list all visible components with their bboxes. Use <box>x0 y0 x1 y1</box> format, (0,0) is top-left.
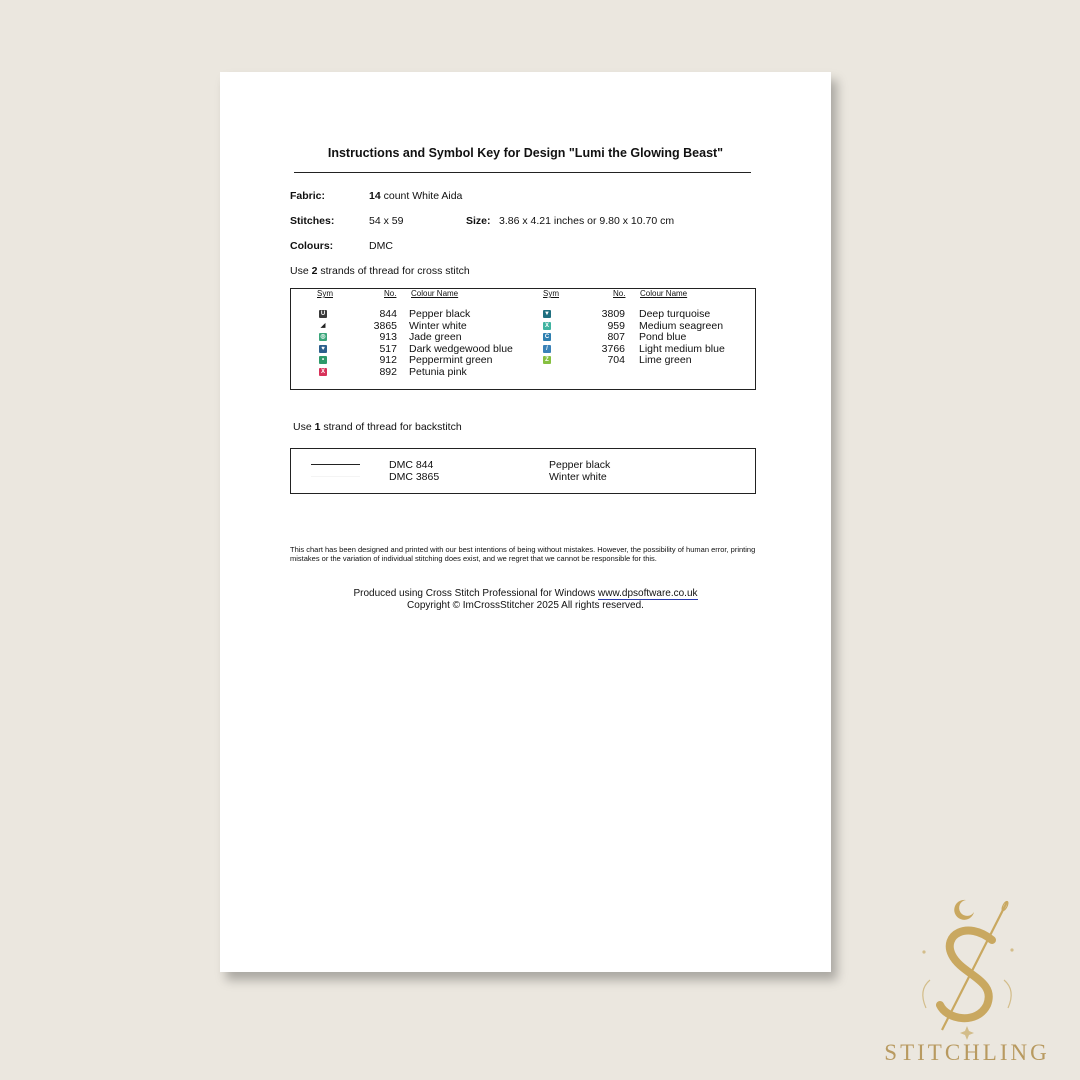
key-right-colour-name-1: Medium seagreen <box>639 319 724 332</box>
back-strand-count: 1 <box>314 421 321 433</box>
produced-note <box>220 588 831 612</box>
fabric-count: 14 <box>369 190 381 202</box>
key-left-colour-name-2: Jade green <box>409 331 462 344</box>
colour-name-header-right: Colour Name <box>640 289 688 298</box>
copyright-line: Copyright © ImCrossStitcher 2025 All rights reserved. <box>407 600 644 611</box>
stitches-value: 54 x 59 <box>369 215 404 227</box>
sym-header-right: Sym <box>543 289 559 298</box>
back-instruction-prefix: Use <box>293 421 315 433</box>
key-right-number-1: 959 <box>607 319 625 332</box>
key-left-number-1: 3865 <box>373 319 397 332</box>
backstitch-code-1: DMC 3865 <box>389 470 440 483</box>
cross-instruction-suffix: strands of thread for cross stitch <box>317 265 470 277</box>
key-right-symbol-2: C <box>544 334 550 341</box>
key-left-symbol-1: ◢ <box>320 322 326 329</box>
fabric-description: count White Aida <box>380 190 463 202</box>
needle-s-monogram-icon <box>872 880 1062 1040</box>
stitchling-logo <box>872 880 1062 1070</box>
backstitch-key-box <box>290 448 756 494</box>
document-title: Instructions and Symbol Key for Design "Lumi the Glowing Beast" <box>327 146 724 160</box>
key-left-number-2: 913 <box>379 331 397 344</box>
key-left-colour-name-1: Winter white <box>409 319 467 332</box>
colours-value: DMC <box>369 240 393 252</box>
symbol-key-box <box>290 288 756 390</box>
backstitch-code-0: DMC 844 <box>389 459 434 471</box>
key-left-symbol-0: U <box>320 311 326 317</box>
no-header-left: No. <box>384 289 397 298</box>
backstitch-name-1: Winter white <box>549 470 607 483</box>
stitches-label: Stitches: <box>290 215 335 227</box>
key-right-colour-name-3: Light medium blue <box>639 342 725 355</box>
size-label: Size: <box>466 215 491 227</box>
key-right-colour-name-2: Pond blue <box>639 331 687 344</box>
key-right-symbol-3: / <box>543 345 551 353</box>
key-left-colour-name-0: Pepper black <box>409 308 471 320</box>
key-right-number-4: 704 <box>607 354 625 367</box>
key-left-symbol-3: ♥ <box>319 345 327 353</box>
key-left-colour-name-3: Dark wedgewood blue <box>409 342 513 355</box>
cross-instruction-prefix: Use <box>290 265 312 277</box>
cross-stitch-instruction <box>290 265 470 277</box>
key-left-colour-name-4: Peppermint green <box>409 354 493 367</box>
disclaimer-text: This chart has been designed and printed with our best intentions of being without mistakes. However, the possibility of human error, printing mistakes or the variation of individual stitching does exist, and we regret that we cannot be responsible for this. <box>290 545 756 563</box>
produced-line <box>220 588 831 600</box>
key-right-number-3: 3766 <box>601 342 625 355</box>
key-left-number-0: 844 <box>379 308 397 320</box>
cross-strand-count: 2 <box>311 265 318 277</box>
key-right-number-0: 3809 <box>601 308 625 320</box>
fabric-value <box>369 190 462 202</box>
no-header-right: No. <box>613 289 626 298</box>
document-page <box>220 72 831 972</box>
back-instruction-suffix: strand of thread for backstitch <box>320 421 462 433</box>
key-right-symbol-0: ▼ <box>544 311 550 317</box>
brand-wordmark: STITCHLING <box>884 1040 1050 1065</box>
backstitch-line-0 <box>311 464 360 465</box>
produced-text: Produced using Cross Stitch Professional for Windows <box>353 588 599 599</box>
key-right-symbol-4: Z <box>543 356 551 364</box>
backstitch-name-0: Pepper black <box>549 459 611 471</box>
dpsoftware-link[interactable]: www.dpsoftware.co.uk <box>598 588 698 599</box>
key-left-symbol-5: X <box>320 369 325 375</box>
key-right-symbol-1: X <box>544 322 549 329</box>
size-value: 3.86 x 4.21 inches or 9.80 x 10.70 cm <box>499 215 675 227</box>
key-right-colour-name-4: Lime green <box>639 354 692 367</box>
key-left-number-5: 892 <box>379 366 397 378</box>
colours-label: Colours: <box>290 240 334 252</box>
backstitch-instruction <box>293 421 462 433</box>
backstitch-line-1 <box>311 476 360 477</box>
key-left-colour-name-5: Petunia pink <box>409 366 467 378</box>
key-right-number-2: 807 <box>607 331 625 344</box>
colour-name-header-left: Colour Name <box>411 289 459 298</box>
key-left-number-3: 517 <box>379 342 397 355</box>
fabric-label: Fabric: <box>290 190 326 202</box>
title-underline <box>294 172 751 173</box>
key-left-symbol-4: • <box>319 356 327 364</box>
sym-header-left: Sym <box>317 289 333 298</box>
key-left-number-4: 912 <box>379 354 397 367</box>
key-left-symbol-2: ◎ <box>320 334 326 341</box>
key-right-colour-name-0: Deep turquoise <box>639 308 711 320</box>
